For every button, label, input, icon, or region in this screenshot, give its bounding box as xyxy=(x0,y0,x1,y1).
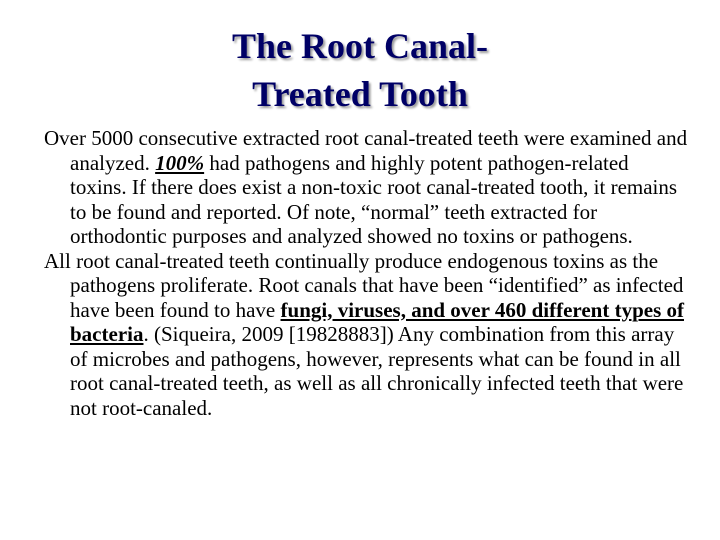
paragraph-findings xyxy=(44,126,690,249)
paragraph-findings-text-b: had pathogens and highly potent pathogen-related toxins. If there does exist a non-toxic root canal-treated tooth, it remains to be found and reported. Of note, “normal” teeth extracted for orthodontic purposes and analyzed showed no toxins or pathogens. xyxy=(70,150,678,248)
title-line-1: The Root Canal- xyxy=(231,26,488,66)
paragraph-findings-text-a: Over 5000 consecutive extracted root canal-treated teeth were examined and analyzed. xyxy=(44,126,688,175)
pathogen-list-emphasis: fungi, viruses, and over 460 different types of bacteria xyxy=(70,297,684,346)
paragraph-toxins xyxy=(44,249,690,421)
title-line-2: Treated Tooth xyxy=(252,74,468,114)
percentage-emphasis: 100% xyxy=(155,150,205,175)
paragraph-toxins-text-b: . (Siqueira, 2009 [19828883]) Any combination from this array of microbes and pathogens, however, represents what can be found in all root canal-treated teeth, as well as all chronically infected teeth that were not root-canaled. xyxy=(70,322,684,420)
slide-title xyxy=(0,22,720,118)
body-text xyxy=(44,126,690,420)
paragraph-toxins-text-a: All root canal-treated teeth continually produce endogenous toxins as the pathogens proliferate. Root canals that have been “identified” as infected have been found to have xyxy=(44,248,684,322)
